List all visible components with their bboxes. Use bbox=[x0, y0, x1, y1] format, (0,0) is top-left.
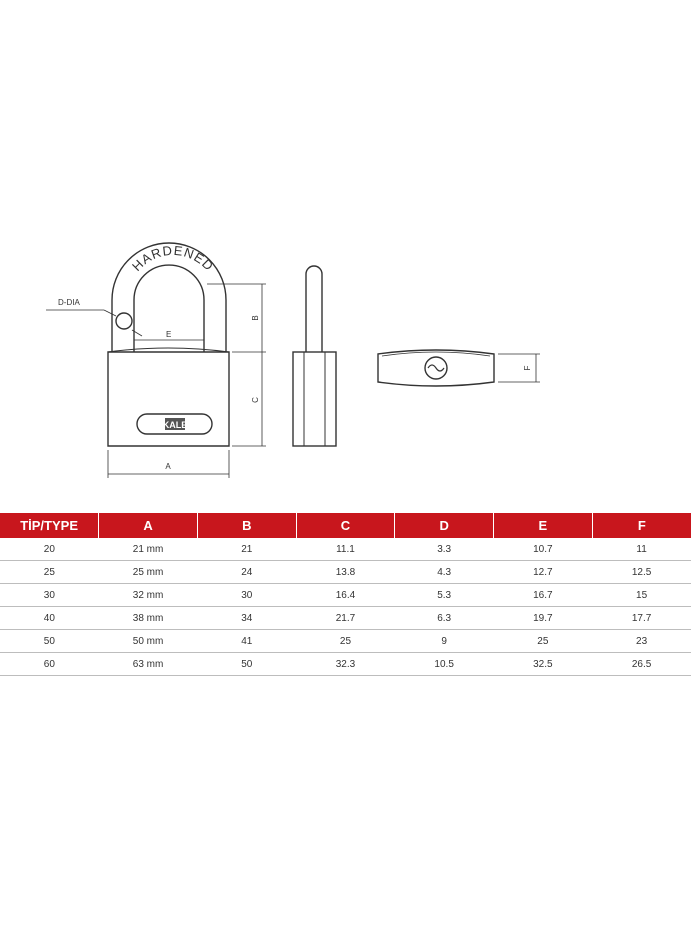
col-header-b: B bbox=[197, 513, 296, 538]
table-cell: 19.7 bbox=[494, 607, 593, 630]
shackle-section-circle bbox=[116, 313, 132, 329]
table-cell: 16.7 bbox=[494, 584, 593, 607]
table-cell: 50 bbox=[0, 630, 99, 653]
table-row bbox=[0, 561, 691, 584]
table-cell: 10.7 bbox=[494, 538, 593, 561]
table-cell: 21 bbox=[197, 538, 296, 561]
table-cell: 11.1 bbox=[296, 538, 395, 561]
table-cell: 24 bbox=[197, 561, 296, 584]
table-cell: 32.3 bbox=[296, 653, 395, 676]
table-cell: 16.4 bbox=[296, 584, 395, 607]
side-shackle bbox=[306, 266, 322, 352]
side-view bbox=[293, 266, 336, 446]
table-cell: 4.3 bbox=[395, 561, 494, 584]
table-cell: 17.7 bbox=[592, 607, 691, 630]
table-cell: 23 bbox=[592, 630, 691, 653]
table-cell: 38 mm bbox=[99, 607, 198, 630]
table-cell: 25 mm bbox=[99, 561, 198, 584]
label-a: A bbox=[165, 462, 171, 471]
label-c: C bbox=[251, 397, 260, 403]
table-cell: 26.5 bbox=[592, 653, 691, 676]
table-row bbox=[0, 630, 691, 653]
col-header-f: F bbox=[592, 513, 691, 538]
spec-table bbox=[0, 513, 691, 676]
label-f: F bbox=[523, 365, 532, 371]
table-cell: 21.7 bbox=[296, 607, 395, 630]
label-d-dia: D-DIA bbox=[58, 298, 80, 307]
table-cell: 25 bbox=[0, 561, 99, 584]
table-cell: 15 bbox=[592, 584, 691, 607]
col-header-d: D bbox=[395, 513, 494, 538]
table-cell: 25 bbox=[494, 630, 593, 653]
table-cell: 6.3 bbox=[395, 607, 494, 630]
table-cell: 40 bbox=[0, 607, 99, 630]
shackle-hardened-text: HARDENED bbox=[129, 242, 217, 274]
front-view bbox=[108, 243, 229, 446]
label-b: B bbox=[251, 315, 260, 321]
col-header-a: A bbox=[99, 513, 198, 538]
table-row bbox=[0, 653, 691, 676]
lock-body bbox=[108, 352, 229, 446]
table-cell: 3.3 bbox=[395, 538, 494, 561]
bottom-view bbox=[378, 350, 494, 386]
table-cell: 10.5 bbox=[395, 653, 494, 676]
table-cell: 30 bbox=[0, 584, 99, 607]
col-header-type: TİP/TYPE bbox=[0, 513, 99, 538]
label-e: E bbox=[166, 330, 172, 339]
table-row bbox=[0, 538, 691, 561]
table-cell: 12.7 bbox=[494, 561, 593, 584]
table-cell: 12.5 bbox=[592, 561, 691, 584]
table-cell: 63 mm bbox=[99, 653, 198, 676]
col-header-e: E bbox=[494, 513, 593, 538]
table-cell: 13.8 bbox=[296, 561, 395, 584]
table-cell: 50 bbox=[197, 653, 296, 676]
table-cell: 60 bbox=[0, 653, 99, 676]
table-cell: 34 bbox=[197, 607, 296, 630]
brand-logo-text: KALE bbox=[162, 420, 188, 430]
table-row bbox=[0, 584, 691, 607]
table-row bbox=[0, 607, 691, 630]
table-cell: 11 bbox=[592, 538, 691, 561]
table-cell: 32.5 bbox=[494, 653, 593, 676]
table-cell: 41 bbox=[197, 630, 296, 653]
table-cell: 25 bbox=[296, 630, 395, 653]
table-cell: 50 mm bbox=[99, 630, 198, 653]
table-header-row bbox=[0, 513, 691, 538]
table-cell: 32 mm bbox=[99, 584, 198, 607]
table-cell: 21 mm bbox=[99, 538, 198, 561]
table-cell: 9 bbox=[395, 630, 494, 653]
table-cell: 20 bbox=[0, 538, 99, 561]
table-cell: 30 bbox=[197, 584, 296, 607]
table-cell: 5.3 bbox=[395, 584, 494, 607]
col-header-c: C bbox=[296, 513, 395, 538]
side-body bbox=[293, 352, 336, 446]
padlock-technical-drawing bbox=[0, 240, 691, 490]
